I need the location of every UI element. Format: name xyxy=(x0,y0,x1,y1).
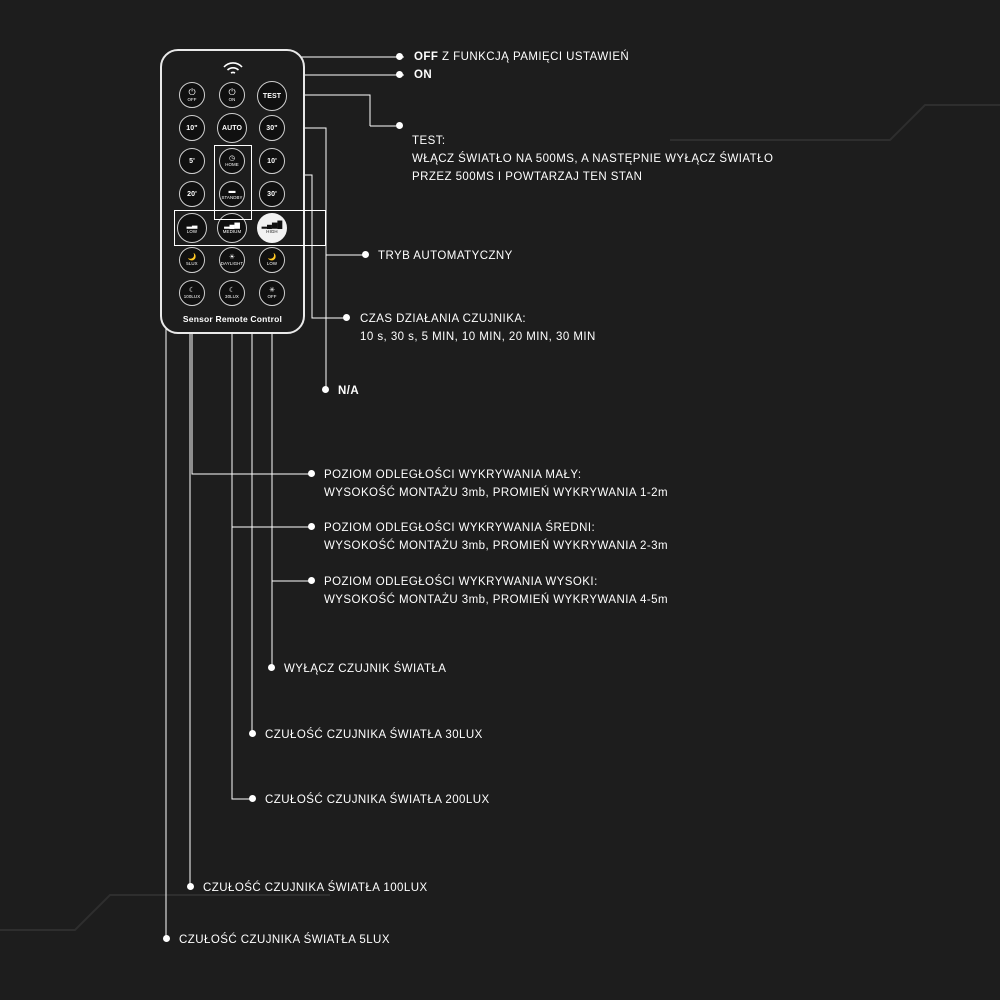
callout-dot-lux5 xyxy=(163,935,170,942)
callout-lux200 xyxy=(265,792,490,810)
callout-sensor-off xyxy=(284,661,446,679)
callout-dot-na xyxy=(322,386,329,393)
callout-dot-lux30 xyxy=(249,730,256,737)
button-lux-100[interactable]: ☾ 100LUX xyxy=(179,280,205,306)
callout-na xyxy=(338,383,359,401)
callout-high xyxy=(324,574,668,610)
device-label: Sensor Remote Control xyxy=(182,314,283,324)
callout-lux30 xyxy=(265,727,483,745)
callout-low-line1: POZIOM ODLEGŁOŚCI WYKRYWANIA MAŁY: xyxy=(324,469,582,481)
callout-dot-lux200 xyxy=(249,795,256,802)
power-icon: ⏻ xyxy=(228,86,236,97)
callout-dot-lux100 xyxy=(187,883,194,890)
signal-bars-high-icon: ▂▄▆█ xyxy=(261,221,283,229)
button-on[interactable]: ⏻ ON xyxy=(219,82,245,108)
power-icon: ⏻ xyxy=(188,86,196,97)
sun-off-icon: ✳ xyxy=(269,286,275,294)
callout-time-line1: CZAS DZIAŁANIA CZUJNIKA: xyxy=(360,313,527,325)
callout-sensor-off-line1: WYŁĄCZ CZUJNIK ŚWIATŁA xyxy=(284,663,447,675)
callout-medium xyxy=(324,520,668,556)
callout-auto-line1: TRYB AUTOMATYCZNY xyxy=(378,250,513,262)
callout-lux5-line1: CZUŁOŚĆ CZUJNIKA ŚWIATŁA 5LUX xyxy=(179,934,390,946)
button-lux-low[interactable]: 🌙 LOW xyxy=(259,247,285,273)
button-10s[interactable]: 10" xyxy=(179,115,205,141)
signal-bars-low-icon: ▂▃ xyxy=(186,221,198,229)
button-30min[interactable]: 30' xyxy=(259,181,285,207)
callout-lux30-line1: CZUŁOŚĆ CZUJNIKA ŚWIATŁA 30LUX xyxy=(265,729,483,741)
callout-medium-line1: POZIOM ODLEGŁOŚCI WYKRYWANIA ŚREDNI: xyxy=(324,522,596,534)
callout-test xyxy=(412,133,773,186)
button-5min[interactable]: 5' xyxy=(179,148,205,174)
button-off[interactable]: ⏻ OFF xyxy=(179,82,205,108)
callout-lux100 xyxy=(203,880,428,898)
moon-icon: 🌙 xyxy=(267,253,277,261)
button-distance-low[interactable]: ▂▃ LOW xyxy=(177,213,207,243)
callout-high-line2: WYSOKOŚĆ MONTAŻU 3mb, PROMIEŃ WYKRYWANIA 4-5m xyxy=(324,593,668,606)
button-30s[interactable]: 30" xyxy=(259,115,285,141)
callout-high-line1: POZIOM ODLEGŁOŚCI WYKRYWANIA WYSOKI: xyxy=(324,576,598,588)
callout-time-line2: 10 s, 30 s, 5 MIN, 10 MIN, 20 MIN, 30 MIN xyxy=(360,330,596,343)
button-20min[interactable]: 20' xyxy=(179,181,205,207)
button-distance-high[interactable]: ▂▄▆█ HIGH xyxy=(257,213,287,243)
callout-low-line2: WYSOKOŚĆ MONTAŻU 3mb, PROMIEŃ WYKRYWANIA 1-2m xyxy=(324,486,668,499)
callout-dot-medium xyxy=(308,523,315,530)
callout-on xyxy=(414,67,432,85)
clock-icon: ◷ xyxy=(228,154,236,162)
signal-bars-medium-icon: ▂▄▆ xyxy=(224,221,240,229)
callout-low xyxy=(324,467,668,503)
sun-icon: ☀ xyxy=(228,253,236,261)
button-home[interactable]: ◷ HOME xyxy=(219,148,245,174)
button-distance-medium[interactable]: ▂▄▆ MEDIUM xyxy=(217,213,247,243)
button-lux-off[interactable]: ✳ OFF xyxy=(259,280,285,306)
callout-off xyxy=(414,49,629,67)
button-test[interactable]: TEST xyxy=(257,81,287,111)
callout-medium-line2: WYSOKOŚĆ MONTAŻU 3mb, PROMIEŃ WYKRYWANIA 2-3m xyxy=(324,539,668,552)
button-standby[interactable]: ▬ STANDBY xyxy=(219,181,245,207)
highlight-distance-group xyxy=(174,210,326,246)
callout-lux100-line1: CZUŁOŚĆ CZUJNIKA ŚWIATŁA 100LUX xyxy=(203,882,428,894)
standby-icon: ▬ xyxy=(228,187,236,195)
callout-na-line1: N/A xyxy=(338,385,360,397)
highlight-time-group xyxy=(214,145,252,220)
callout-test-line3: PRZEZ 500MS I POWTARZAJ TEN STAN xyxy=(412,170,643,183)
callout-dot-low xyxy=(308,470,315,477)
wifi-signal-icon xyxy=(222,62,244,76)
callout-auto xyxy=(378,248,513,266)
button-auto[interactable]: AUTO xyxy=(217,113,247,143)
button-10min[interactable]: 10' xyxy=(259,148,285,174)
callout-test-line2: WŁĄCZ ŚWIATŁO NA 500MS, A NASTĘPNIE WYŁĄCZ ŚWIATŁO xyxy=(412,152,774,165)
button-lux-5[interactable]: 🌙 5LUX xyxy=(179,247,205,273)
callout-dot-sensor-off xyxy=(268,664,275,671)
callout-off-rest: Z FUNKCJĄ PAMIĘCI USTAWIEŃ xyxy=(438,51,630,63)
callout-off-bold: OFF xyxy=(414,51,439,63)
button-lux-30[interactable]: ☾ 30LUX xyxy=(219,280,245,306)
moon-stars-icon: ☾ xyxy=(188,286,196,294)
callout-lux5 xyxy=(179,932,390,950)
callout-test-line1: TEST: xyxy=(412,135,446,147)
callout-on-bold: ON xyxy=(414,69,433,81)
callout-time xyxy=(360,311,596,347)
callout-dot-high xyxy=(308,577,315,584)
moon-stars-icon: ☾ xyxy=(228,286,236,294)
callout-dot-on xyxy=(396,71,403,78)
button-daylight[interactable]: ☀ DAYLIGHT xyxy=(219,247,245,273)
callout-dot-test xyxy=(396,122,403,129)
moon-icon: 🌙 xyxy=(187,253,197,261)
callout-lux200-line1: CZUŁOŚĆ CZUJNIKA ŚWIATŁA 200LUX xyxy=(265,794,490,806)
callout-dot-off xyxy=(396,53,403,60)
callout-dot-auto xyxy=(362,251,369,258)
callout-dot-time xyxy=(343,314,350,321)
